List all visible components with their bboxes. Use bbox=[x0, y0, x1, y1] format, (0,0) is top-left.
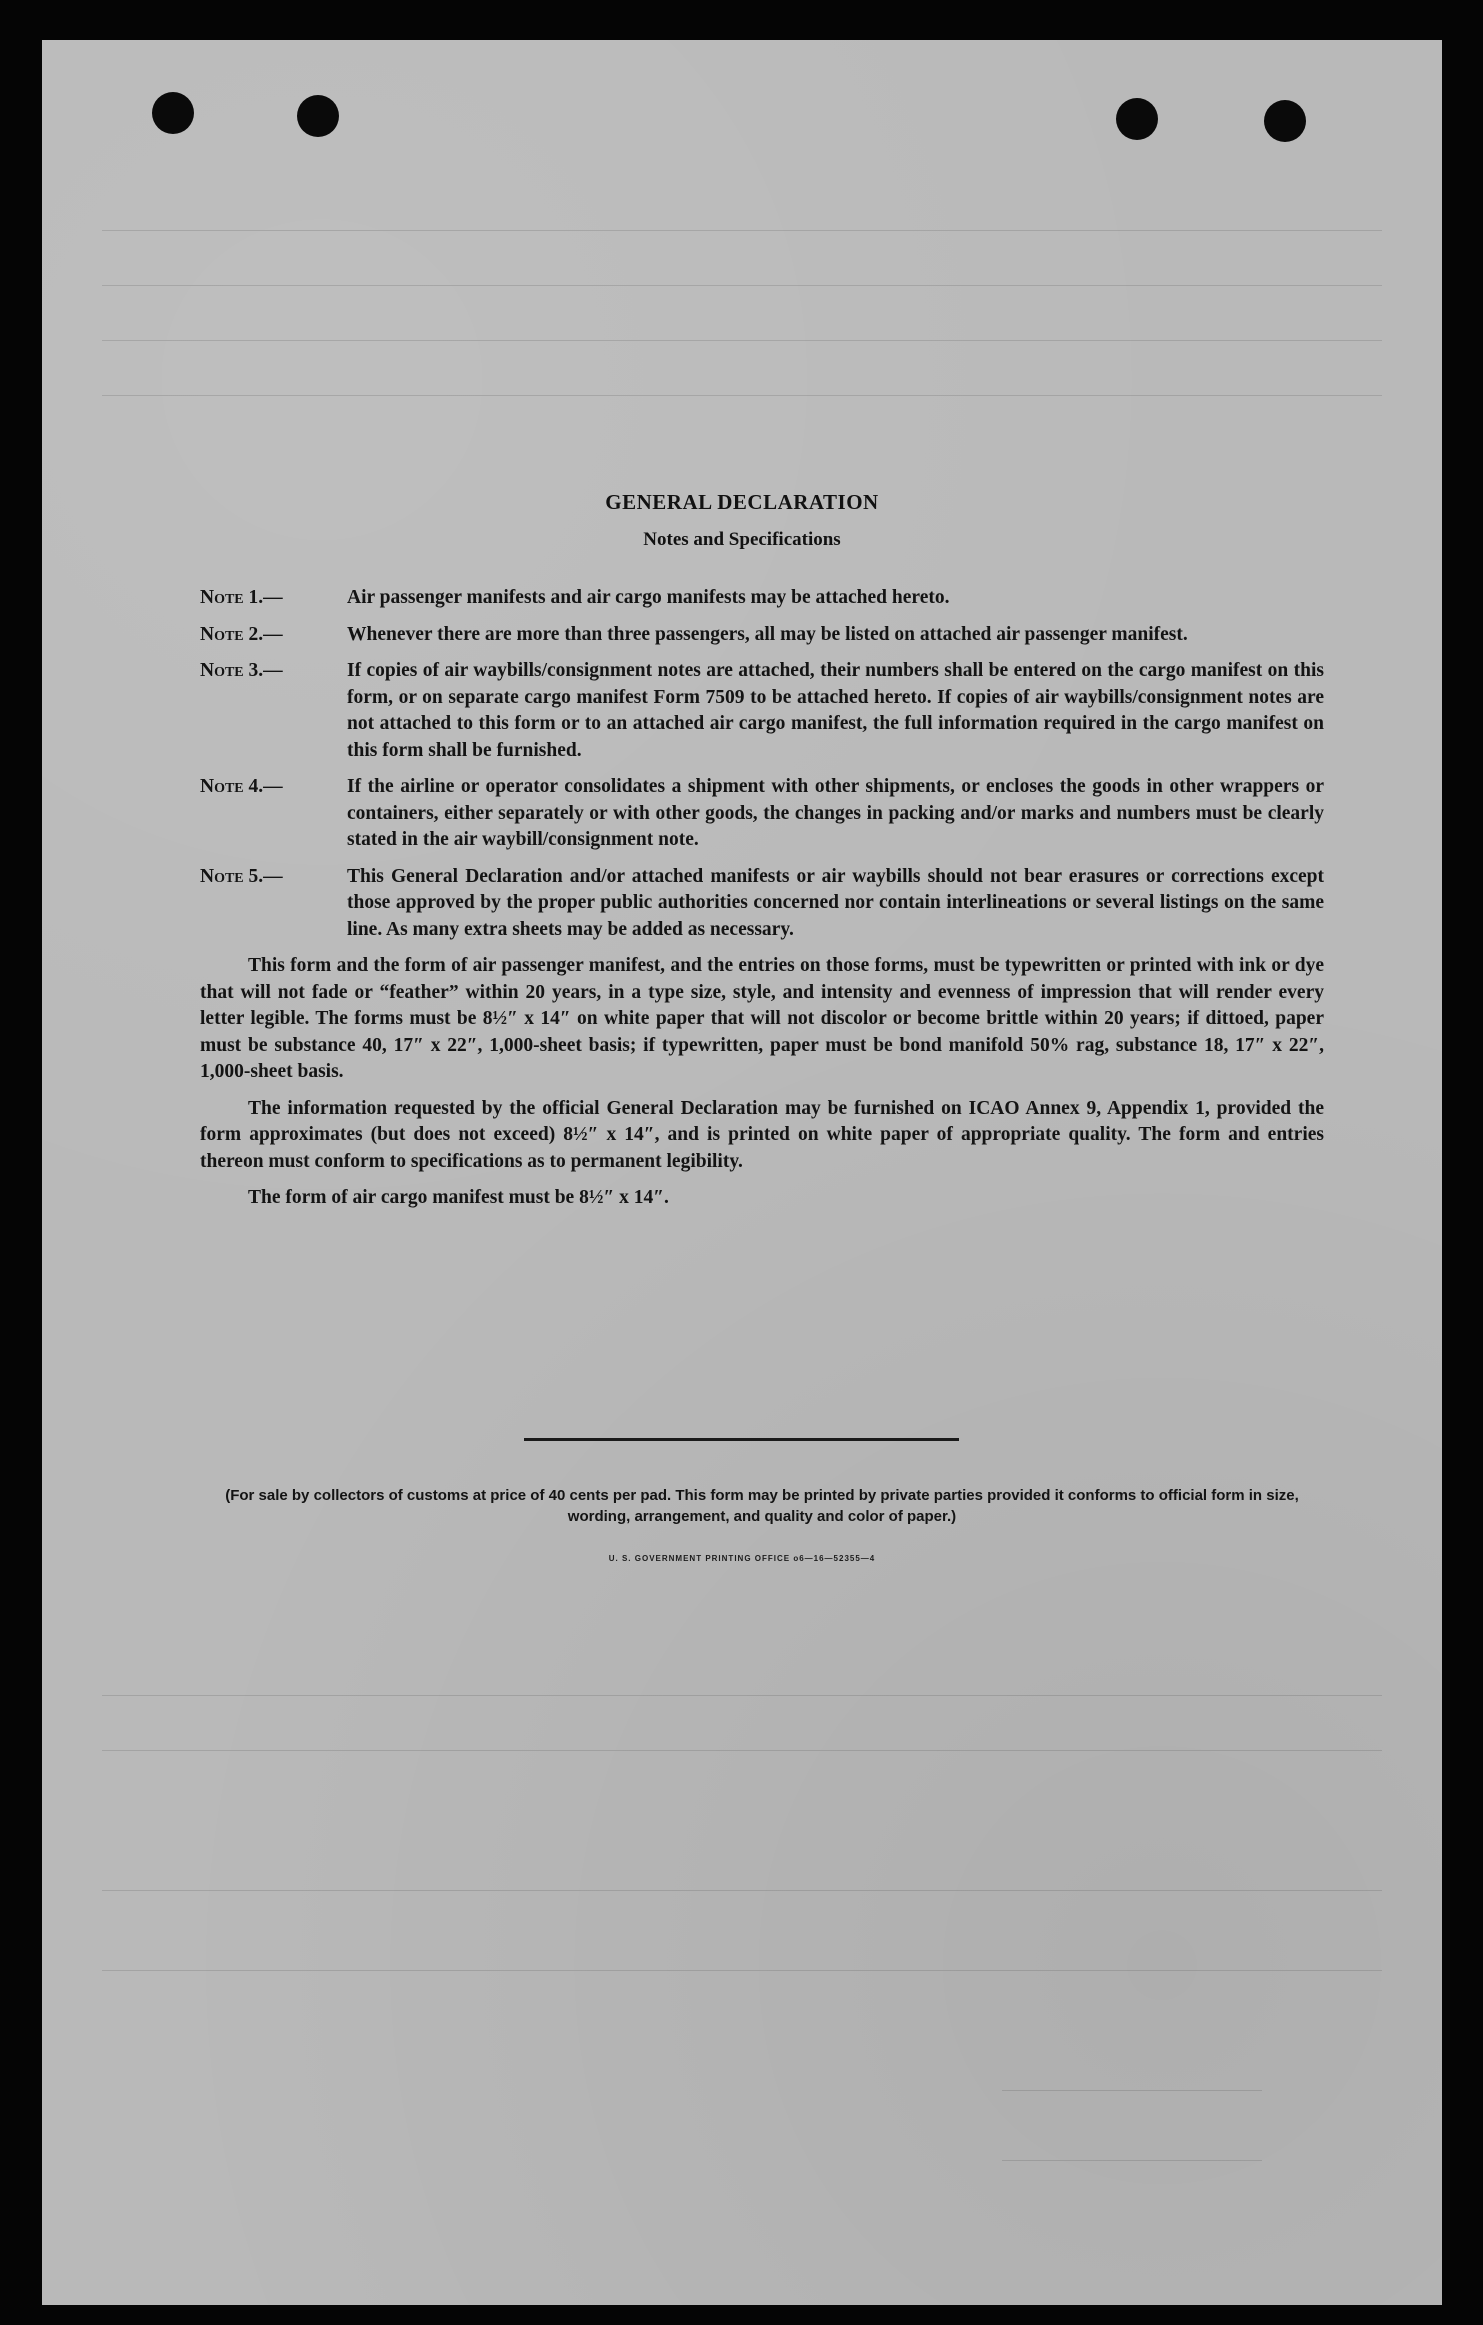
note-5 bbox=[200, 864, 1324, 944]
sale-notice: (For sale by collectors of customs at price of 40 cents per pad. This form may be printed by private parties provided it conforms to official form in size, wording, arrangement, and quality and color of paper.) bbox=[225, 1487, 1299, 1525]
notes-section bbox=[200, 585, 1324, 1212]
printer-imprint: U. S. GOVERNMENT PRINTING OFFICE o6—16—52355—4 bbox=[608, 1554, 876, 1563]
bleed-through-rule bbox=[102, 1750, 1382, 1751]
document-page bbox=[42, 40, 1442, 2305]
punch-hole-2 bbox=[297, 95, 339, 137]
bleed-through-rule bbox=[102, 340, 1382, 341]
specification-paragraph-3: The form of air cargo manifest must be 8½″ x 14″. bbox=[248, 1187, 669, 1208]
note-4 bbox=[200, 774, 1324, 854]
note-label: Note 4.— bbox=[200, 776, 283, 797]
note-label: Note 5.— bbox=[200, 865, 283, 887]
note-text: If the airline or operator consolidates a shipment with other shipments, or encloses the goods in other wrappers or containers, either separately or with other goods, the changes in packing and/or marks and numbers must be clearly stated in the air waybill/consignment note. bbox=[347, 776, 1324, 850]
bleed-through-rule bbox=[102, 395, 1382, 396]
note-label: Note 1.— bbox=[200, 587, 283, 608]
document-subtitle: Notes and Specifications bbox=[643, 529, 841, 550]
note-text: This General Declaration and/or attached manifests or air waybills should not bear erasures or corrections except those approved by the proper public authorities concerned nor contain interlineations or several listings on the same line. As many extra sheets may be added as necessary. bbox=[347, 865, 1324, 940]
note-text: Whenever there are more than three passengers, all may be listed on attached air passenger manifest. bbox=[347, 623, 1188, 645]
bleed-through-rule bbox=[1002, 2090, 1262, 2091]
document-title: GENERAL DECLARATION bbox=[605, 490, 879, 514]
punch-hole-1 bbox=[152, 92, 194, 134]
bleed-through-rule bbox=[102, 285, 1382, 286]
note-2 bbox=[200, 622, 1324, 649]
punch-hole-3 bbox=[1116, 98, 1158, 140]
specification-paragraph-1: This form and the form of air passenger manifest, and the entries on those forms, must be typewritten or printed with ink or dye that will not fade or “feather” within 20 years, in a type size, style, and intensity and evenness of impression that will render every letter legible. The forms must be 8½″ x 14″ on white paper that will not discolor or become brittle within 20 years; if dittoed, paper must be substance 40, 17″ x 22″, 1,000-sheet basis; if typewritten, paper must be bond manifold 50% rag, substance 18, 17″ x 22″, 1,000-sheet basis. bbox=[200, 955, 1324, 1082]
specification-paragraph-2: The information requested by the official General Declaration may be furnished on ICAO Annex 9, Appendix 1, provided the form approximates (but does not exceed) 8½″ x 14″, and is printed on white paper of appropriate quality. The form and entries thereon must conform to specifications as to permanent legibility. bbox=[200, 1097, 1324, 1172]
bleed-through-rule bbox=[102, 1890, 1382, 1891]
bleed-through-rule bbox=[102, 1970, 1382, 1971]
bleed-through-rule bbox=[102, 1695, 1382, 1696]
note-label: Note 2.— bbox=[200, 623, 283, 645]
bleed-through-rule bbox=[1002, 2160, 1262, 2161]
punch-hole-4 bbox=[1264, 100, 1306, 142]
note-text: If copies of air waybills/consignment notes are attached, their numbers shall be entered on the cargo manifest on this form, or on separate cargo manifest Form 7509 to be attached hereto. If copies of air waybills/consignment notes are not attached to this form or to an attached air cargo manifest, the full information required in the cargo manifest on this form shall be furnished. bbox=[347, 660, 1324, 761]
note-1 bbox=[200, 585, 1324, 612]
section-divider bbox=[524, 1438, 959, 1441]
note-3 bbox=[200, 658, 1324, 764]
bleed-through-rule bbox=[102, 230, 1382, 231]
note-text: Air passenger manifests and air cargo manifests may be attached hereto. bbox=[347, 587, 950, 608]
note-label: Note 3.— bbox=[200, 660, 283, 681]
